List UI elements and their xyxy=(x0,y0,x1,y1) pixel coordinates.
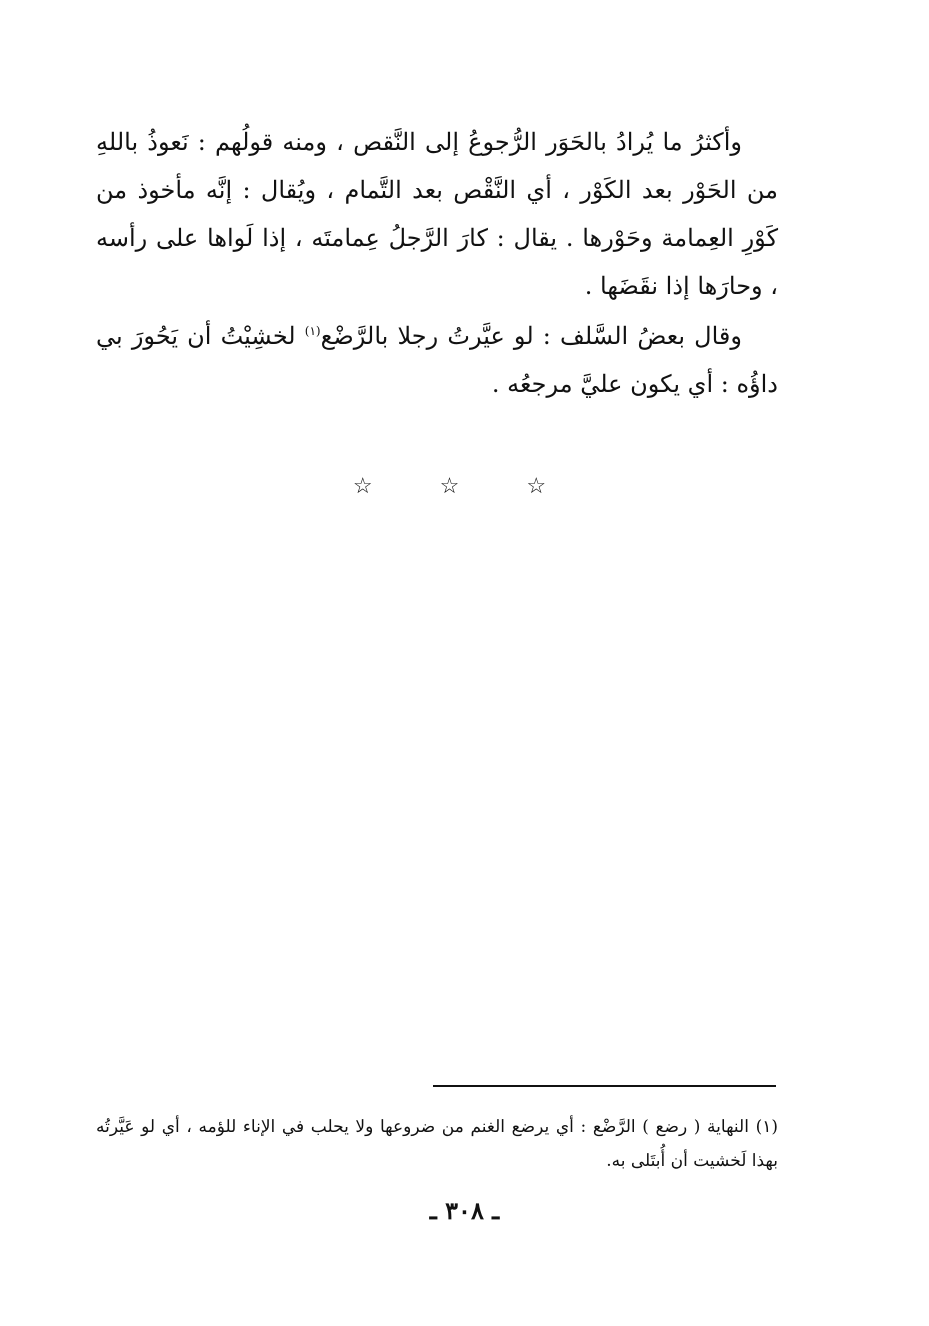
paragraph-1-text: وأكثرُ ما يُرادُ بالحَوَر الرُّجوعُ إلى النَّقص ، ومنه قولُهم : نَعوذُ باللهِ من الحَوْر بعد الكَوْر ، أي النَّقْص بعد التَّمام ، ويُقال : إنَّه مأخوذ من كَوْرِ العِمامة وحَوْرها . يقال : كارَ الرَّجلُ عِمامتَه ، إذا لَواها على رأسه ، وحارَها إذا نقَضَها . xyxy=(96,128,778,300)
footnote-divider xyxy=(433,1085,776,1087)
paragraph-2 xyxy=(96,312,778,408)
footnotes xyxy=(96,1110,778,1178)
paragraph-1 xyxy=(96,118,778,310)
footnote-reference: (١) xyxy=(304,324,321,338)
paragraph-2-text-start: وقال بعضُ السَّلف : لو عيَّرتُ رجلا بالرَّضْع xyxy=(320,322,742,350)
paragraph-2-text-end: لخشِيْتُ أن يَحُورَ بي داؤُه : أي يكون عليَّ مرجعُه . xyxy=(96,322,778,398)
page-number: ـ ٣٠٨ ـ xyxy=(429,1196,500,1225)
main-text xyxy=(96,118,778,408)
section-separator-stars: ☆ ☆ ☆ xyxy=(352,474,577,499)
footnote-1: (١) النهاية ( رضع ) الرَّضْع : أي يرضع الغنم من ضروعها ولا يحلب في الإناء للؤمه ، أي لو عَيَّرتُه بهذا لَخشيت أن أُبتَلى به. xyxy=(96,1117,778,1171)
